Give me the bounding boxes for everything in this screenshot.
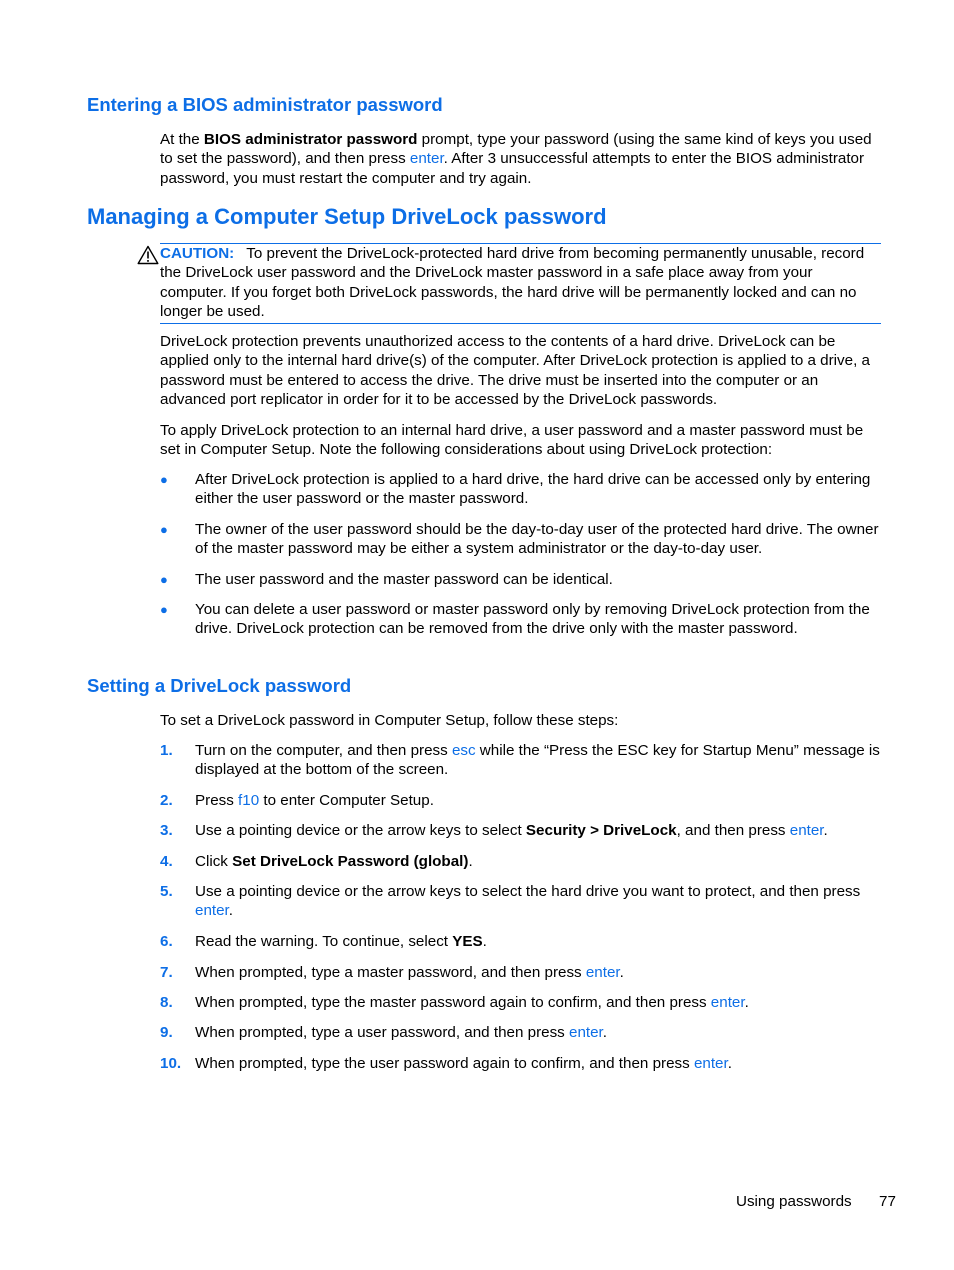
bullet-icon: ●: [160, 602, 168, 617]
list-item-text: After DriveLock protection is applied to a hard drive, the hard drive can be accessed only by entering either the user password or the master password.: [195, 471, 871, 508]
list-item-text: You can delete a user password or master password only by removing DriveLock protection from the drive. DriveLock protection can be removed from the drive only with the master password.: [195, 601, 870, 638]
text: When prompted, type a user password, and then press: [195, 1024, 569, 1041]
menu-option: Set DriveLock Password (global): [232, 853, 469, 870]
key-enter: enter: [693, 1055, 728, 1072]
menu-path: Security > DriveLock: [525, 822, 677, 839]
text: Use a pointing device or the arrow keys to select the hard drive you want to protect, and then press: [195, 883, 861, 900]
key-enter: enter: [409, 150, 444, 168]
step-text: [195, 993, 880, 1012]
list-item-text: The owner of the user password should be the day-to-day user of the protected hard drive. The owner of the master password may be either a system administrator or the day-to-day user.: [195, 521, 879, 558]
step-number: 5.: [160, 883, 173, 900]
text: .: [228, 902, 234, 920]
step-text: [195, 882, 880, 921]
heading-drivelock: Managing a Computer Setup DriveLock password: [87, 204, 607, 229]
step-text: [195, 1023, 880, 1042]
text: When prompted, type the master password again to confirm, and then press: [195, 994, 711, 1011]
step-item: [160, 882, 880, 921]
step-item: [160, 932, 880, 951]
step-text: [195, 852, 880, 871]
text: .: [482, 933, 487, 950]
caution-label: CAUTION:: [160, 245, 235, 262]
step-text: [195, 963, 880, 982]
text: When prompted, type the user password again to confirm, and then press: [195, 1055, 694, 1072]
step-text: [195, 932, 880, 951]
text: .: [619, 964, 624, 981]
step-item: [160, 993, 880, 1012]
step-item: [160, 1023, 880, 1042]
text: to enter Computer Setup.: [259, 792, 434, 809]
text: Read the warning. To continue, select: [195, 933, 453, 950]
text: Click: [195, 853, 233, 870]
text: .: [823, 822, 828, 839]
bullet-icon: ●: [160, 522, 168, 537]
heading-setting-drivelock: Setting a DriveLock password: [87, 675, 352, 696]
step-item: [160, 852, 880, 871]
step-number: 2.: [160, 792, 173, 809]
step-item: [160, 963, 880, 982]
step-item: [160, 791, 880, 810]
list-item-text: The user password and the master password can be identical.: [195, 571, 613, 588]
list-item: [160, 570, 880, 589]
step-number: 6.: [160, 933, 173, 950]
step-number: 10.: [160, 1055, 182, 1072]
text: At the: [160, 131, 204, 148]
paragraph-bios-admin-password: [160, 130, 880, 188]
list-item: [160, 520, 880, 559]
text: prompt, type your password (using the same kind of keys you used to set the password), and then press: [160, 131, 872, 168]
key-enter: enter: [195, 902, 229, 920]
step-text: [195, 791, 880, 810]
key-enter: enter: [710, 994, 745, 1011]
text: Turn on the computer, and then press: [195, 742, 452, 759]
text: .: [744, 994, 749, 1011]
key-enter: enter: [585, 964, 620, 981]
step-item: [160, 1054, 880, 1073]
text: When prompted, type a master password, and then press: [195, 964, 586, 981]
heading-bios-admin-password: Entering a BIOS administrator password: [87, 94, 443, 115]
step-number: 4.: [160, 853, 173, 870]
step-number: 3.: [160, 822, 173, 839]
step-item: [160, 741, 880, 780]
key-f10: f10: [238, 792, 260, 809]
bold-term: BIOS administrator password: [203, 131, 418, 148]
page-number: 77: [879, 1193, 896, 1210]
caution-text: To prevent the DriveLock-protected hard drive from becoming permanently unusable, record the DriveLock user password and the DriveLock master password in a safe place away from your computer. If you forget both DriveLock passwords, the hard drive will be permanently locked and can no longer be used.: [160, 245, 865, 320]
step-item: [160, 821, 880, 840]
paragraph-drivelock-apply: To apply DriveLock protection to an internal hard drive, a user password and a master password must be set in Computer Setup. Note the following considerations about using DriveLock protection:: [160, 422, 864, 459]
footer-section-title: Using passwords: [736, 1193, 852, 1210]
key-enter: enter: [569, 1024, 603, 1041]
warning-triangle-icon: [137, 245, 159, 265]
bullet-icon: ●: [160, 572, 168, 587]
option-yes: YES: [452, 933, 483, 950]
text: .: [468, 853, 473, 870]
step-number: 1.: [160, 742, 173, 759]
text: , and then press: [676, 822, 790, 839]
text: while the “Press the ESC key for Startup Menu” message is displayed at the bottom of the screen.: [195, 742, 880, 779]
list-item: [160, 470, 880, 509]
list-item: [160, 600, 880, 639]
step-number: 7.: [160, 964, 173, 981]
step-text: [195, 821, 880, 840]
text: Press: [195, 792, 239, 809]
step-text: [195, 1054, 880, 1073]
text: .: [727, 1055, 732, 1072]
step-number: 8.: [160, 994, 173, 1011]
step-text: [195, 741, 880, 780]
key-esc: esc: [451, 742, 476, 759]
text: Use a pointing device or the arrow keys to select: [195, 822, 526, 839]
text: .: [602, 1024, 608, 1041]
key-enter: enter: [789, 822, 824, 839]
text: . After 3 unsuccessful attempts to enter the BIOS administrator password, you must restart the computer and try again.: [160, 150, 865, 187]
caution-box: [160, 243, 881, 324]
paragraph-setting-intro: To set a DriveLock password in Computer Setup, follow these steps:: [160, 712, 619, 729]
paragraph-drivelock-intro: DriveLock protection prevents unauthorized access to the contents of a hard drive. DriveLock can be applied only to the internal hard drive(s) of the computer. After DriveLock protection is applied to a drive, a password must be entered to access the drive. The drive must be inserted into the computer or an advanced port replicator in order for it to be accessed by the DriveLock passwords.: [160, 333, 870, 408]
bullet-icon: ●: [160, 472, 168, 487]
step-number: 9.: [160, 1024, 173, 1041]
